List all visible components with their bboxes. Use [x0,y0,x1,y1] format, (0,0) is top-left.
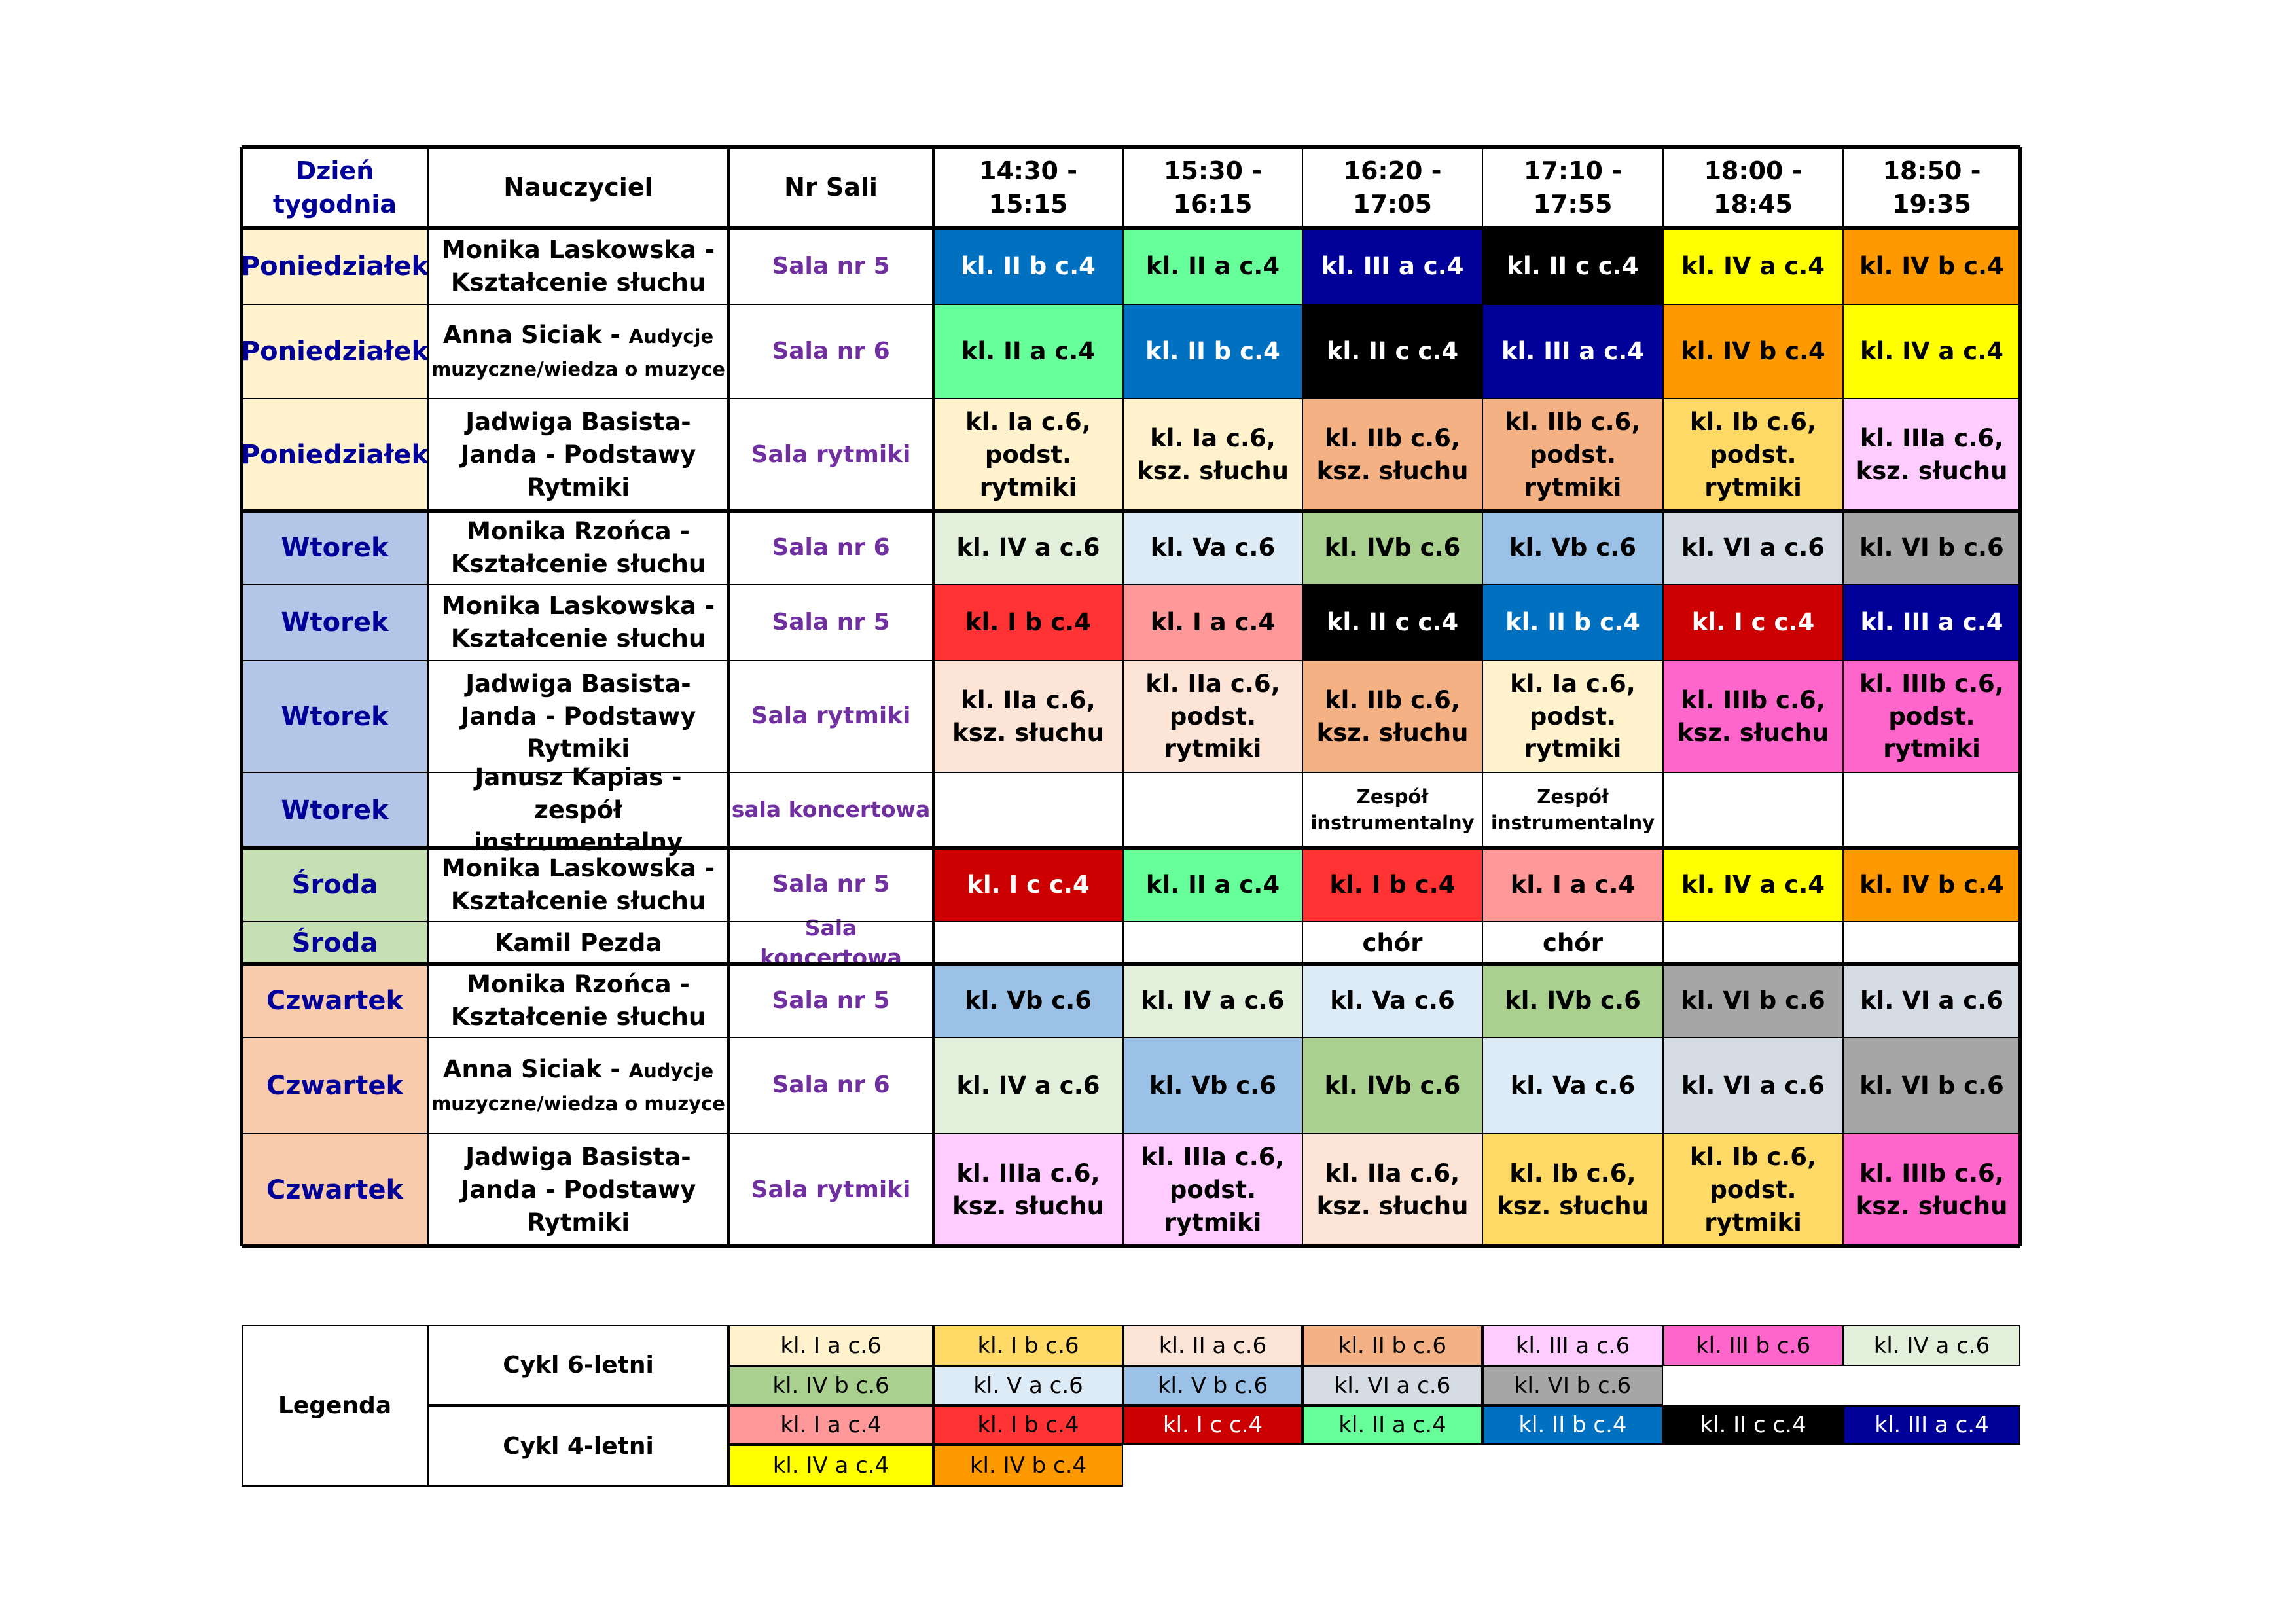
day-cell: Poniedziałek [242,228,428,304]
class-slot: kl. II c c.4 [1302,585,1482,660]
teacher-cell [428,1038,728,1134]
class-slot: kl. IIa c.6, ksz. słuchu [933,660,1123,772]
teacher-name: Jadwiga Basista-Janda - Podstawy Rytmiki [460,408,696,501]
class-slot: kl. IVb c.6 [1302,511,1482,585]
class-slot: kl. III a c.4 [1843,585,2020,660]
legend-swatch: kl. III b c.6 [1663,1325,1843,1366]
class-slot: kl. IIIa c.6, ksz. słuchu [933,1134,1123,1246]
teacher-cell [428,304,728,399]
class-slot: Zespół instrumentalny [1302,772,1482,848]
day-cell: Wtorek [242,585,428,660]
legend-swatch: kl. I a c.6 [728,1325,933,1366]
teacher-name: Monika Rzońca - Kształcenie słuchu [450,970,706,1031]
header-time-3: 16:20 - 17:05 [1343,156,1442,219]
day-cell: Środa [242,922,428,964]
room-cell: Sala nr 6 [772,1072,890,1099]
teacher-name: Kamil Pezda [494,928,662,957]
teacher-name: Monika Rzońca - Kształcenie słuchu [450,517,706,578]
header-day: Dzień tygodnia [272,156,397,219]
class-slot: kl. VI b c.6 [1843,511,2020,585]
legend-swatch: kl. II a c.4 [1302,1405,1482,1445]
legend-swatch: kl. III a c.6 [1482,1325,1663,1366]
class-slot [1123,772,1302,848]
class-slot: kl. Ia c.6, ksz. słuchu [1123,399,1302,511]
class-slot: kl. I a c.4 [1482,848,1663,922]
class-slot: kl. VI b c.6 [1663,964,1843,1038]
teacher-name: Monika Laskowska - Kształcenie słuchu [441,592,715,653]
class-slot: kl. VI a c.6 [1663,1038,1843,1134]
class-slot: kl. Va c.6 [1123,511,1302,585]
teacher-name: Jadwiga Basista-Janda - Podstawy Rytmiki [460,1143,696,1236]
class-slot: kl. IV b c.4 [1843,848,2020,922]
class-slot: kl. Vb c.6 [933,964,1123,1038]
class-slot: kl. I b c.4 [933,585,1123,660]
legend-group-6: Cykl 6-letni [428,1325,728,1405]
legend-swatch: kl. I b c.4 [933,1405,1123,1445]
day-cell: Środa [242,848,428,922]
class-slot: kl. IIIa c.6, ksz. słuchu [1843,399,2020,511]
teacher-name: Monika Laskowska - Kształcenie słuchu [441,236,715,297]
class-slot: kl. II a c.4 [1123,848,1302,922]
class-slot: kl. IIb c.6, ksz. słuchu [1302,399,1482,511]
class-slot: kl. IV b c.4 [1663,304,1843,399]
teacher-cell [428,399,728,511]
class-slot: chór [1482,922,1663,964]
teacher-cell [428,763,728,857]
header-time-1: 14:30 - 15:15 [979,156,1077,219]
class-slot: kl. IIIb c.6, ksz. słuchu [1663,660,1843,772]
legend-swatch: kl. VI b c.6 [1482,1366,1663,1405]
day-cell: Wtorek [242,772,428,848]
teacher-cell [428,922,728,964]
class-slot: kl. IV b c.4 [1843,228,2020,304]
teacher-cell [428,660,728,772]
class-slot: kl. II c c.4 [1302,304,1482,399]
class-slot [1663,772,1843,848]
class-slot: kl. IV a c.6 [933,511,1123,585]
class-slot: kl. IIIa c.6, podst. rytmiki [1123,1134,1302,1246]
class-slot: kl. Ib c.6, ksz. słuchu [1482,1134,1663,1246]
header-time-2: 15:30 - 16:15 [1164,156,1262,219]
class-slot: kl. II c c.4 [1482,228,1663,304]
class-slot: kl. II b c.4 [933,228,1123,304]
legend-swatch: kl. I a c.4 [728,1405,933,1445]
header-time-5: 18:00 - 18:45 [1704,156,1803,219]
class-slot: kl. Va c.6 [1302,964,1482,1038]
class-slot: kl. I c c.4 [933,848,1123,922]
legend-table [242,1325,2020,1487]
class-slot: kl. II a c.4 [933,304,1123,399]
room-cell: Sala nr 5 [772,608,890,636]
teacher-cell [428,1134,728,1246]
teacher-name: Monika Laskowska - Kształcenie słuchu [441,854,715,915]
class-slot [1843,772,2020,848]
header-time-6: 18:50 - 19:35 [1882,156,1981,219]
room-cell: Sala nr 6 [772,337,890,365]
legend-swatch: kl. II b c.4 [1482,1405,1663,1445]
header-teacher: Nauczyciel [503,173,653,202]
legend-swatch: kl. IV a c.6 [1843,1325,2020,1366]
class-slot: kl. IV a c.4 [1663,848,1843,922]
legend-swatch: kl. IV b c.6 [728,1366,933,1405]
class-slot: kl. IIb c.6, podst. rytmiki [1482,399,1663,511]
room-cell: Sala nr 5 [772,252,890,280]
class-slot: kl. IIIb c.6, podst. rytmiki [1843,660,2020,772]
class-slot: kl. III a c.4 [1482,304,1663,399]
class-slot [1663,922,1843,964]
teacher-cell [428,511,728,585]
class-slot: kl. VI b c.6 [1843,1038,2020,1134]
class-slot: kl. Vb c.6 [1123,1038,1302,1134]
legend-group-4: Cykl 4-letni [428,1405,728,1487]
class-slot [1843,922,2020,964]
class-slot: kl. IV a c.6 [1123,964,1302,1038]
legend-swatch: kl. VI a c.6 [1302,1366,1482,1405]
legend-swatch: kl. V b c.6 [1123,1366,1302,1405]
class-slot [933,772,1123,848]
legend-swatch: kl. V a c.6 [933,1366,1123,1405]
day-cell: Czwartek [242,1038,428,1134]
teacher-name: Anna Siciak - [442,1055,629,1083]
schedule-table [242,147,2020,1246]
teacher-cell [428,585,728,660]
teacher-name: Jadwiga Basista-Janda - Podstawy Rytmiki [460,669,696,763]
class-slot: kl. IV a c.4 [1663,228,1843,304]
class-slot: kl. IVb c.6 [1482,964,1663,1038]
class-slot: kl. VI a c.6 [1663,511,1843,585]
legend-swatch: kl. II a c.6 [1123,1325,1302,1366]
teacher-cell [428,848,728,922]
class-slot: kl. Ib c.6, podst. rytmiki [1663,399,1843,511]
class-slot [933,922,1123,964]
header-room: Nr Sali [784,173,878,202]
class-slot: kl. III a c.4 [1302,228,1482,304]
legend-swatch: kl. II c c.4 [1663,1405,1843,1445]
room-cell: Sala nr 5 [772,871,890,898]
room-cell: Sala rytmiki [751,441,911,468]
class-slot: kl. Vb c.6 [1482,511,1663,585]
day-cell: Wtorek [242,511,428,585]
header-time-4: 17:10 - 17:55 [1524,156,1622,219]
class-slot: kl. IIb c.6, ksz. słuchu [1302,660,1482,772]
teacher-cell [428,964,728,1038]
class-slot: kl. Ib c.6, podst. rytmiki [1663,1134,1843,1246]
class-slot: kl. IIa c.6, ksz. słuchu [1302,1134,1482,1246]
legend-swatch: kl. IV a c.4 [728,1445,933,1487]
class-slot: kl. Va c.6 [1482,1038,1663,1134]
class-slot [1123,922,1302,964]
legend-swatch: kl. IV b c.4 [933,1445,1123,1487]
teacher-subject: Audycje muzyczne/wiedza o muzyce [431,1059,725,1115]
teacher-name: Anna Siciak - [442,321,629,350]
class-slot: kl. VI a c.6 [1843,964,2020,1038]
day-cell: Poniedziałek [242,304,428,399]
class-slot: kl. I a c.4 [1123,585,1302,660]
class-slot: kl. IIIb c.6, ksz. słuchu [1843,1134,2020,1246]
room-cell: Sala rytmiki [751,1176,911,1203]
class-slot: kl. IVb c.6 [1302,1038,1482,1134]
legend-swatch: kl. I b c.6 [933,1325,1123,1366]
class-slot: chór [1302,922,1482,964]
room-cell: Sala koncertowa [760,914,902,970]
legend-swatch: kl. III a c.4 [1843,1405,2020,1445]
class-slot: kl. IIa c.6, podst. rytmiki [1123,660,1302,772]
legend-swatch: kl. II b c.6 [1302,1325,1482,1366]
class-slot: kl. Ia c.6, podst. rytmiki [933,399,1123,511]
class-slot: kl. II b c.4 [1123,304,1302,399]
class-slot: kl. II b c.4 [1482,585,1663,660]
class-slot: kl. II a c.4 [1123,228,1302,304]
day-cell: Poniedziałek [242,399,428,511]
class-slot: kl. Ia c.6, podst. rytmiki [1482,660,1663,772]
room-cell: Sala nr 6 [772,533,890,561]
teacher-subject: Audycje muzyczne/wiedza o muzyce [431,325,725,380]
day-cell: Czwartek [242,1134,428,1246]
room-cell: Sala rytmiki [751,702,911,730]
class-slot: kl. IV a c.6 [933,1038,1123,1134]
room-cell: sala koncertowa [731,797,931,823]
day-cell: Wtorek [242,660,428,772]
class-slot: Zespół instrumentalny [1482,772,1663,848]
class-slot: kl. IV a c.4 [1843,304,2020,399]
legend-title: Legenda [242,1325,428,1487]
class-slot: kl. I c c.4 [1663,585,1843,660]
legend-swatch: kl. I c c.4 [1123,1405,1302,1445]
teacher-cell [428,228,728,304]
day-cell: Czwartek [242,964,428,1038]
teacher-name: Janusz Kapias - zespół instrumentalny [473,763,683,857]
class-slot: kl. I b c.4 [1302,848,1482,922]
room-cell: Sala nr 5 [772,986,890,1014]
